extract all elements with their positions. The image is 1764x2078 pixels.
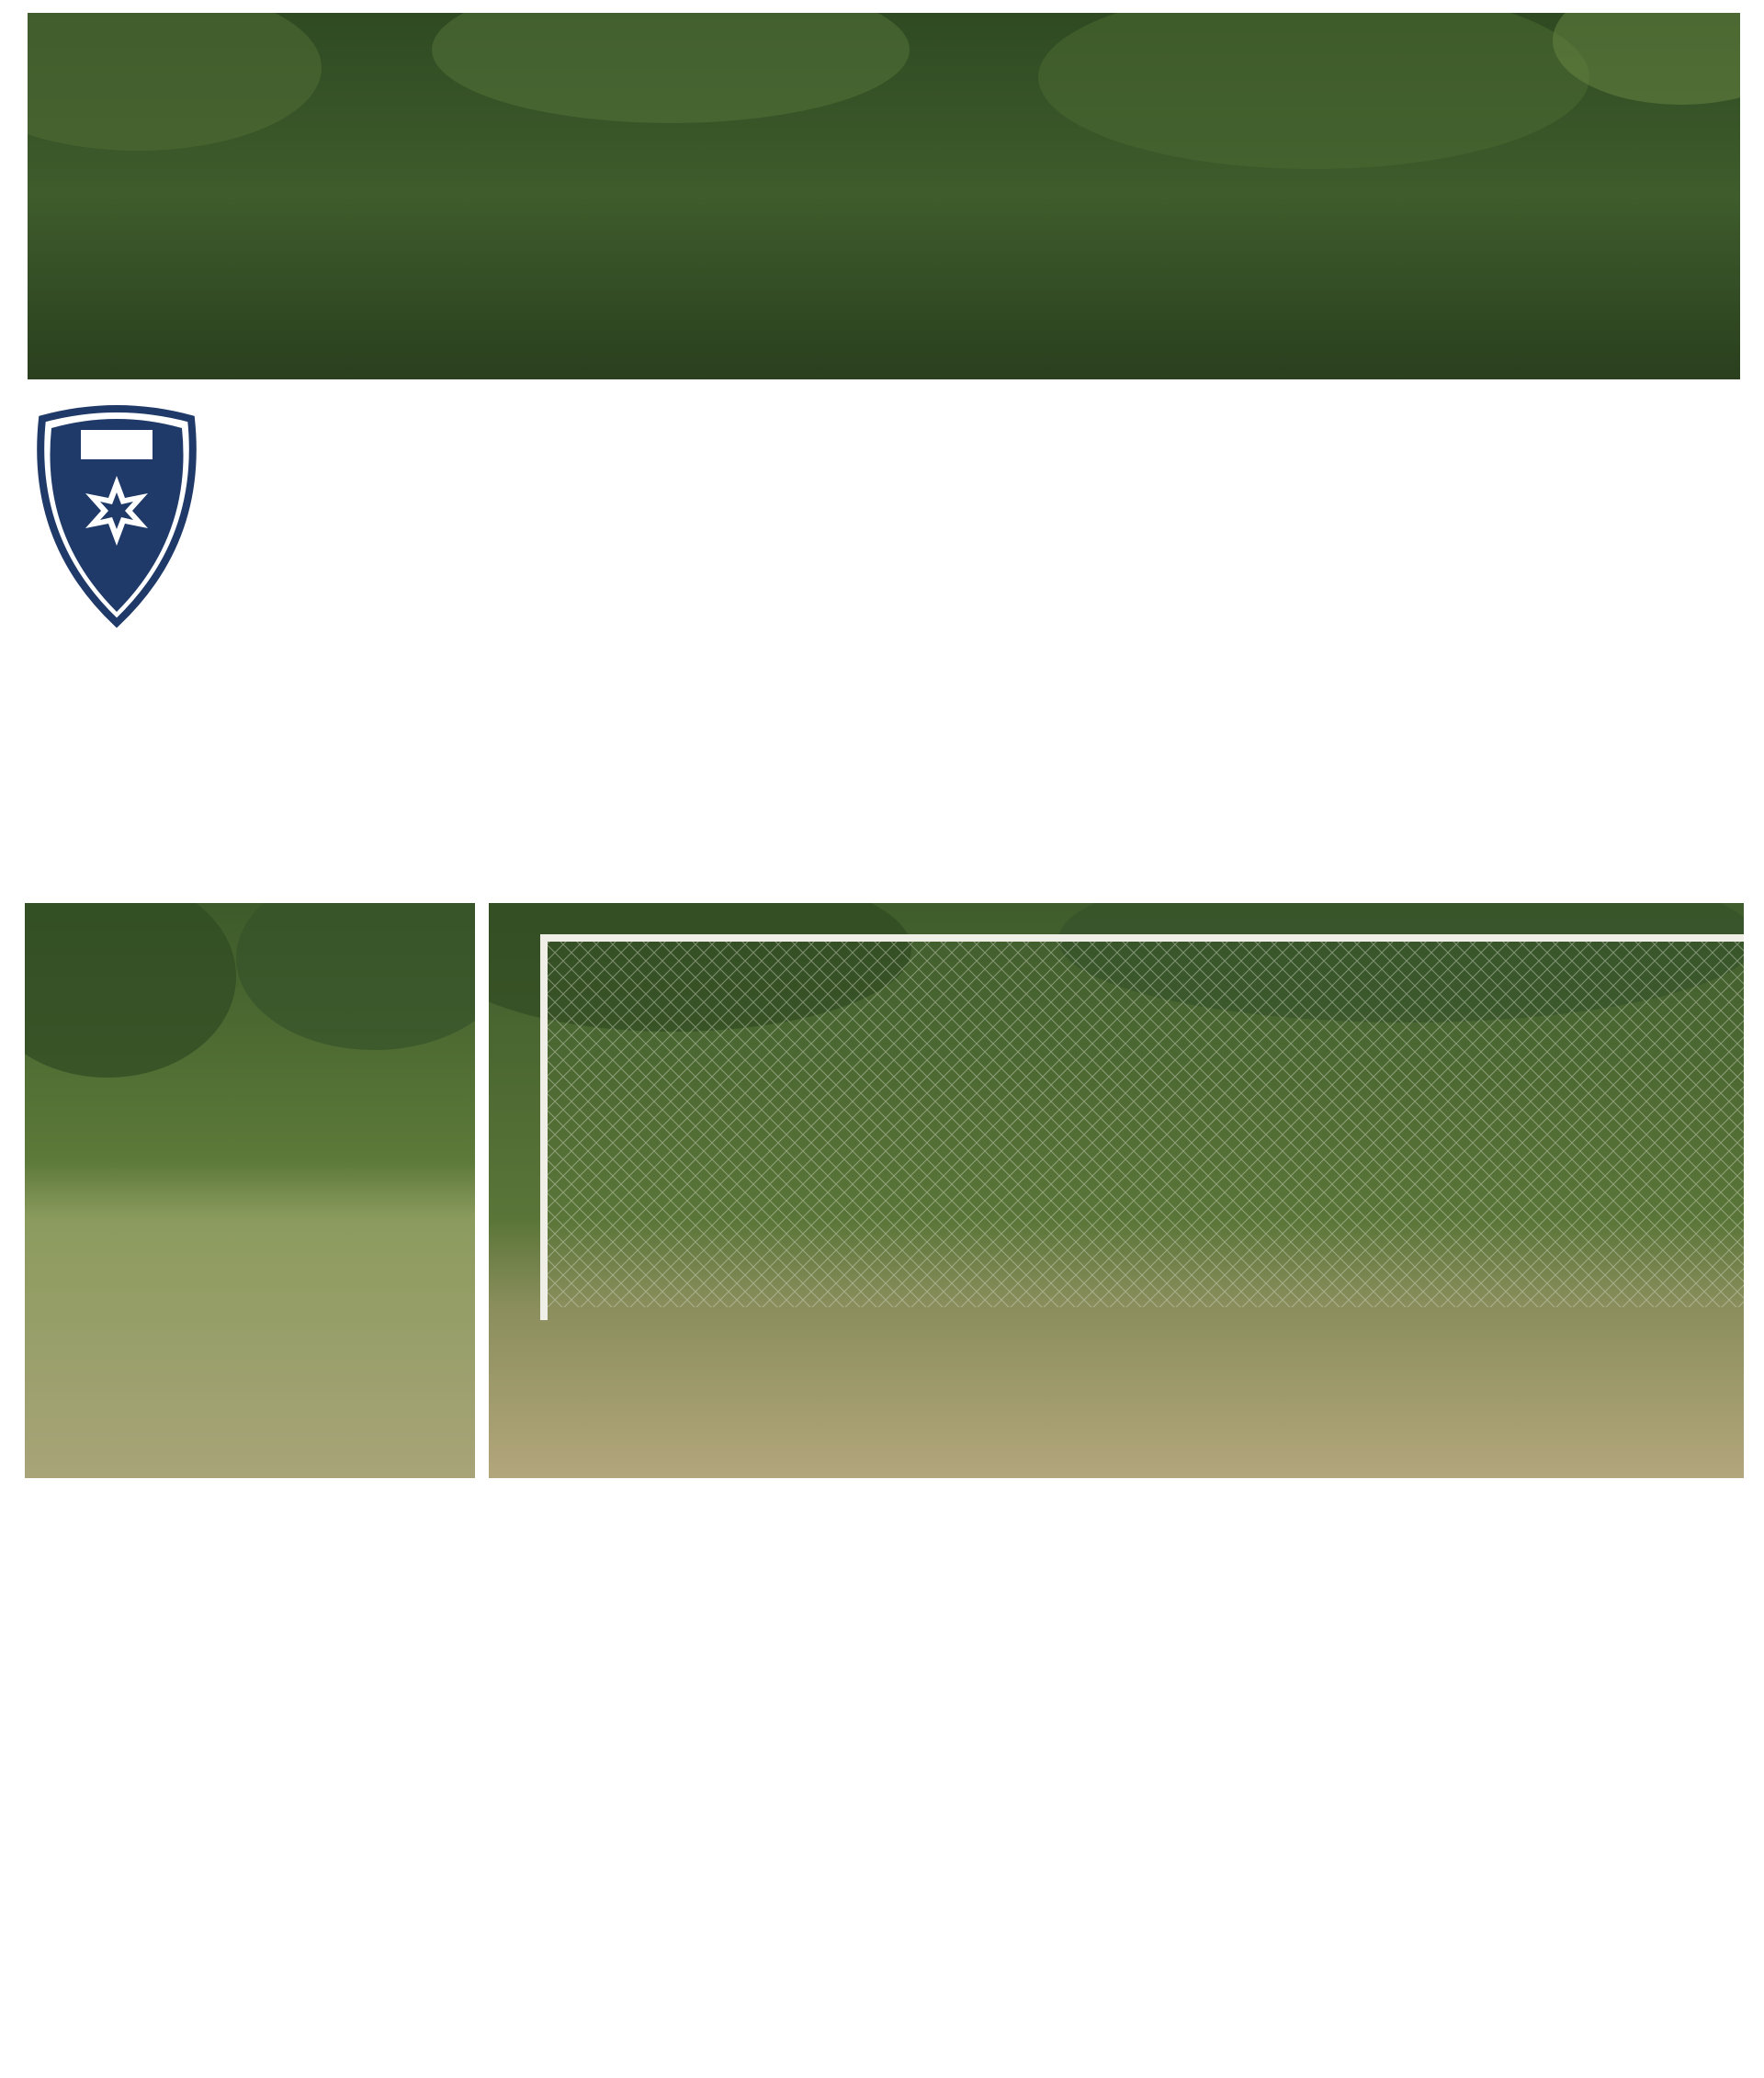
photo-left-trainers (25, 903, 475, 1478)
photo-caption (26, 1485, 853, 1519)
caption-gap (26, 1485, 853, 1519)
club-crest-image (28, 402, 206, 630)
team-photo-top (28, 13, 1740, 379)
club-crest (28, 402, 206, 630)
photo-left-image (25, 903, 475, 1478)
team-photo-top-image (28, 13, 1740, 379)
photo-right-image (489, 903, 1744, 1478)
photo-right-team (489, 903, 1744, 1478)
